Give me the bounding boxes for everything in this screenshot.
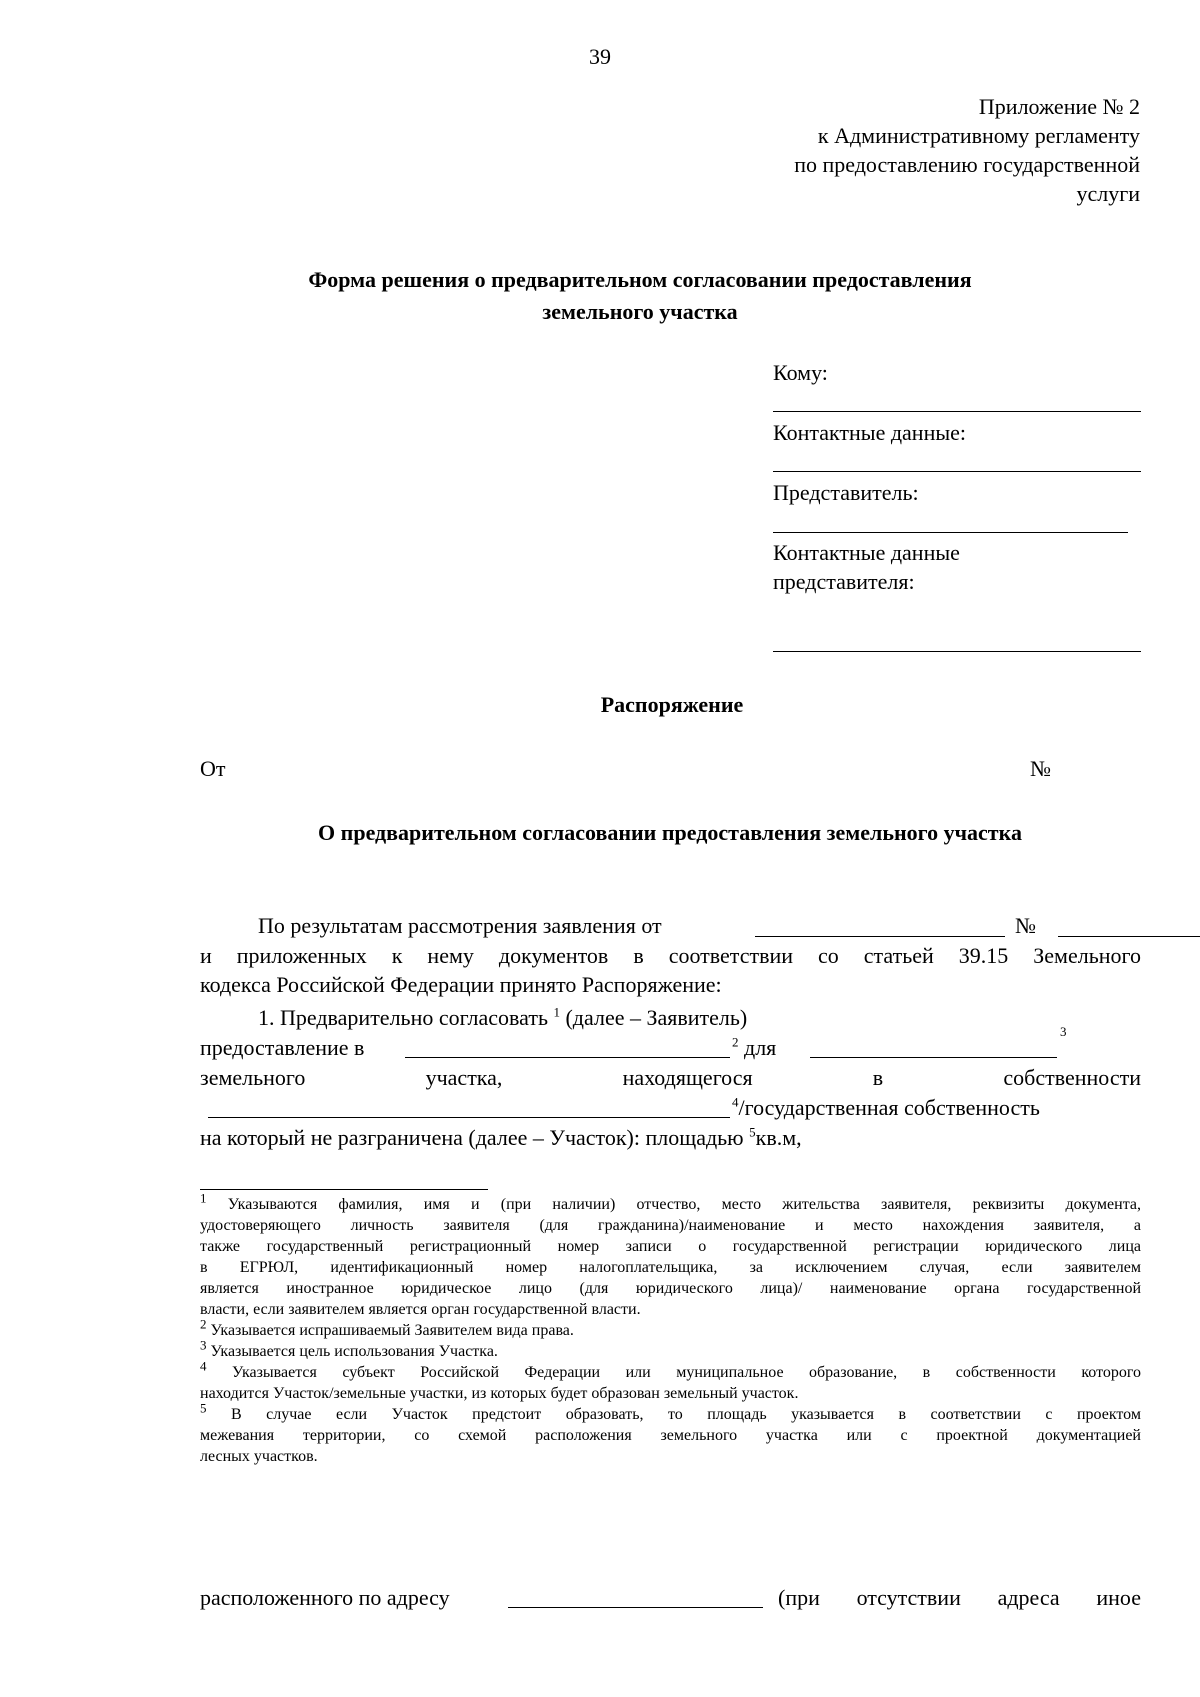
to-label: Кому: bbox=[773, 360, 828, 385]
body-text: земельного bbox=[200, 1065, 306, 1090]
application-number-line[interactable] bbox=[1058, 936, 1200, 937]
footnote-ref: 5 bbox=[200, 1400, 207, 1416]
order-title: Распоряжение bbox=[600, 692, 744, 717]
footnote-text: Указывается субъект Российской Федерации или муниципальное образование, в собственности которого bbox=[232, 1364, 1142, 1381]
body-text: /государственная собственность bbox=[738, 1095, 1040, 1120]
footnote-text: находится Участок/земельные участки, из которых будет образован земельный участок. bbox=[200, 1385, 799, 1402]
contact-label: Контактные данные: bbox=[773, 420, 966, 445]
footnote-ref: 4 bbox=[200, 1358, 207, 1374]
footnote-text: является иностранное юридическое лицо (для юридического лица)/ наименование органа государственной bbox=[200, 1280, 1141, 1297]
right-type-line[interactable] bbox=[405, 1057, 730, 1058]
footnote-ref: 2 bbox=[732, 1034, 739, 1050]
rep-contact-line: представителя: bbox=[773, 569, 915, 594]
appendix-line: по предоставлению государственной bbox=[794, 152, 1140, 177]
purpose-line[interactable] bbox=[810, 1057, 1057, 1058]
rep-contact-label bbox=[773, 538, 960, 596]
body-text: участка, bbox=[425, 1065, 503, 1090]
body-text: 1. Предварительно согласовать bbox=[258, 1005, 548, 1030]
footnote-separator bbox=[200, 1189, 488, 1190]
body-text: (при bbox=[778, 1585, 820, 1610]
item-1 bbox=[258, 1003, 747, 1032]
bottom-words bbox=[778, 1583, 1141, 1612]
body-text: адреса bbox=[997, 1585, 1060, 1610]
footnote-text: удостоверяющего личность заявителя (для гражданина)/наименование и место нахождения заявителя, а bbox=[200, 1217, 1141, 1234]
body-text: (далее – Заявитель) bbox=[565, 1005, 748, 1030]
to-field-line[interactable] bbox=[773, 411, 1141, 412]
body-text: для bbox=[744, 1035, 777, 1060]
rep-contact-field-line[interactable] bbox=[773, 651, 1141, 652]
from-label: От bbox=[200, 756, 226, 781]
form-title-line: земельного участка bbox=[542, 299, 738, 324]
body-text: кв.м, bbox=[755, 1125, 802, 1150]
body-text: на который не разграничена (далее – Участок): площадью bbox=[200, 1125, 744, 1150]
body-text: кодекса Российской Федерации принято Распоряжение: bbox=[200, 972, 722, 997]
body-text: собственности bbox=[1003, 1065, 1141, 1090]
number-label: № bbox=[1030, 756, 1051, 781]
appendix-line: к Административному регламенту bbox=[817, 123, 1140, 148]
footnote-ref: 5 bbox=[749, 1124, 756, 1140]
body-text: № bbox=[1015, 913, 1036, 938]
page-number: 39 bbox=[589, 44, 611, 69]
footnote-text: Указывается испрашиваемый Заявителем вида права. bbox=[210, 1322, 574, 1339]
land-plot-line bbox=[200, 1063, 1141, 1092]
footnote-ref: 2 bbox=[200, 1316, 207, 1332]
body-text: находящегося bbox=[622, 1065, 753, 1090]
footnote-ref: 4 bbox=[732, 1094, 739, 1110]
appendix-header bbox=[600, 92, 1140, 208]
body-text: предоставление в bbox=[200, 1035, 365, 1060]
application-date-line[interactable] bbox=[755, 936, 1005, 937]
form-title bbox=[200, 264, 1080, 328]
area-line bbox=[200, 1123, 802, 1152]
representative-field-line[interactable] bbox=[773, 532, 1128, 533]
body-text: и приложенных к нему документов в соответствии со статьей 39.15 Земельного bbox=[200, 943, 1141, 968]
footnote-text: власти, если заявителем является орган государственной власти. bbox=[200, 1301, 641, 1318]
footnote-ref: 3 bbox=[200, 1337, 207, 1353]
footnote-ref: 3 bbox=[1060, 1024, 1067, 1039]
ownership-text bbox=[732, 1093, 1040, 1122]
rep-contact-line: Контактные данные bbox=[773, 540, 960, 565]
footnotes bbox=[200, 1190, 1142, 1467]
body-text: По результатам рассмотрения заявления от bbox=[258, 913, 662, 938]
footnote-text: в ЕГРЮЛ, идентификационный номер налогоплательщика, за исключением случая, если заявителем bbox=[200, 1259, 1141, 1276]
grant-b bbox=[732, 1033, 776, 1062]
footnote-text: лесных участков. bbox=[200, 1448, 318, 1465]
subject-title: О предварительном согласовании предоставления земельного участка bbox=[318, 820, 1022, 845]
address-line[interactable] bbox=[508, 1607, 763, 1608]
body-text: иное bbox=[1096, 1585, 1141, 1610]
footnote-text: В случае если Участок предстоит образовать, то площадь указывается в соответствии с проектом bbox=[230, 1406, 1142, 1423]
form-title-line: Форма решения о предварительном согласовании предоставления bbox=[308, 267, 972, 292]
appendix-line: услуги bbox=[1076, 181, 1140, 206]
owner-line[interactable] bbox=[208, 1117, 730, 1118]
contact-field-line[interactable] bbox=[773, 471, 1141, 472]
footnote-text: Указывается цель использования Участка. bbox=[210, 1343, 498, 1360]
footnote-ref: 1 bbox=[200, 1190, 207, 1206]
footnote-text: Указываются фамилия, имя и (при наличии) отчество, место жительства заявителя, реквизиты документа, bbox=[227, 1196, 1142, 1213]
representative-label: Представитель: bbox=[773, 480, 919, 505]
body-text: в bbox=[872, 1065, 884, 1090]
footnote-text: также государственный регистрационный номер записи о государственной регистрации юридического лица bbox=[200, 1238, 1141, 1255]
footnote-text: межевания территории, со схемой расположения земельного участка или с проектной документацией bbox=[200, 1427, 1141, 1444]
footnote-ref: 1 bbox=[553, 1004, 560, 1020]
body-text: отсутствии bbox=[856, 1585, 961, 1610]
body-text: расположенного по адресу bbox=[200, 1585, 450, 1610]
appendix-line: Приложение № 2 bbox=[978, 94, 1140, 119]
